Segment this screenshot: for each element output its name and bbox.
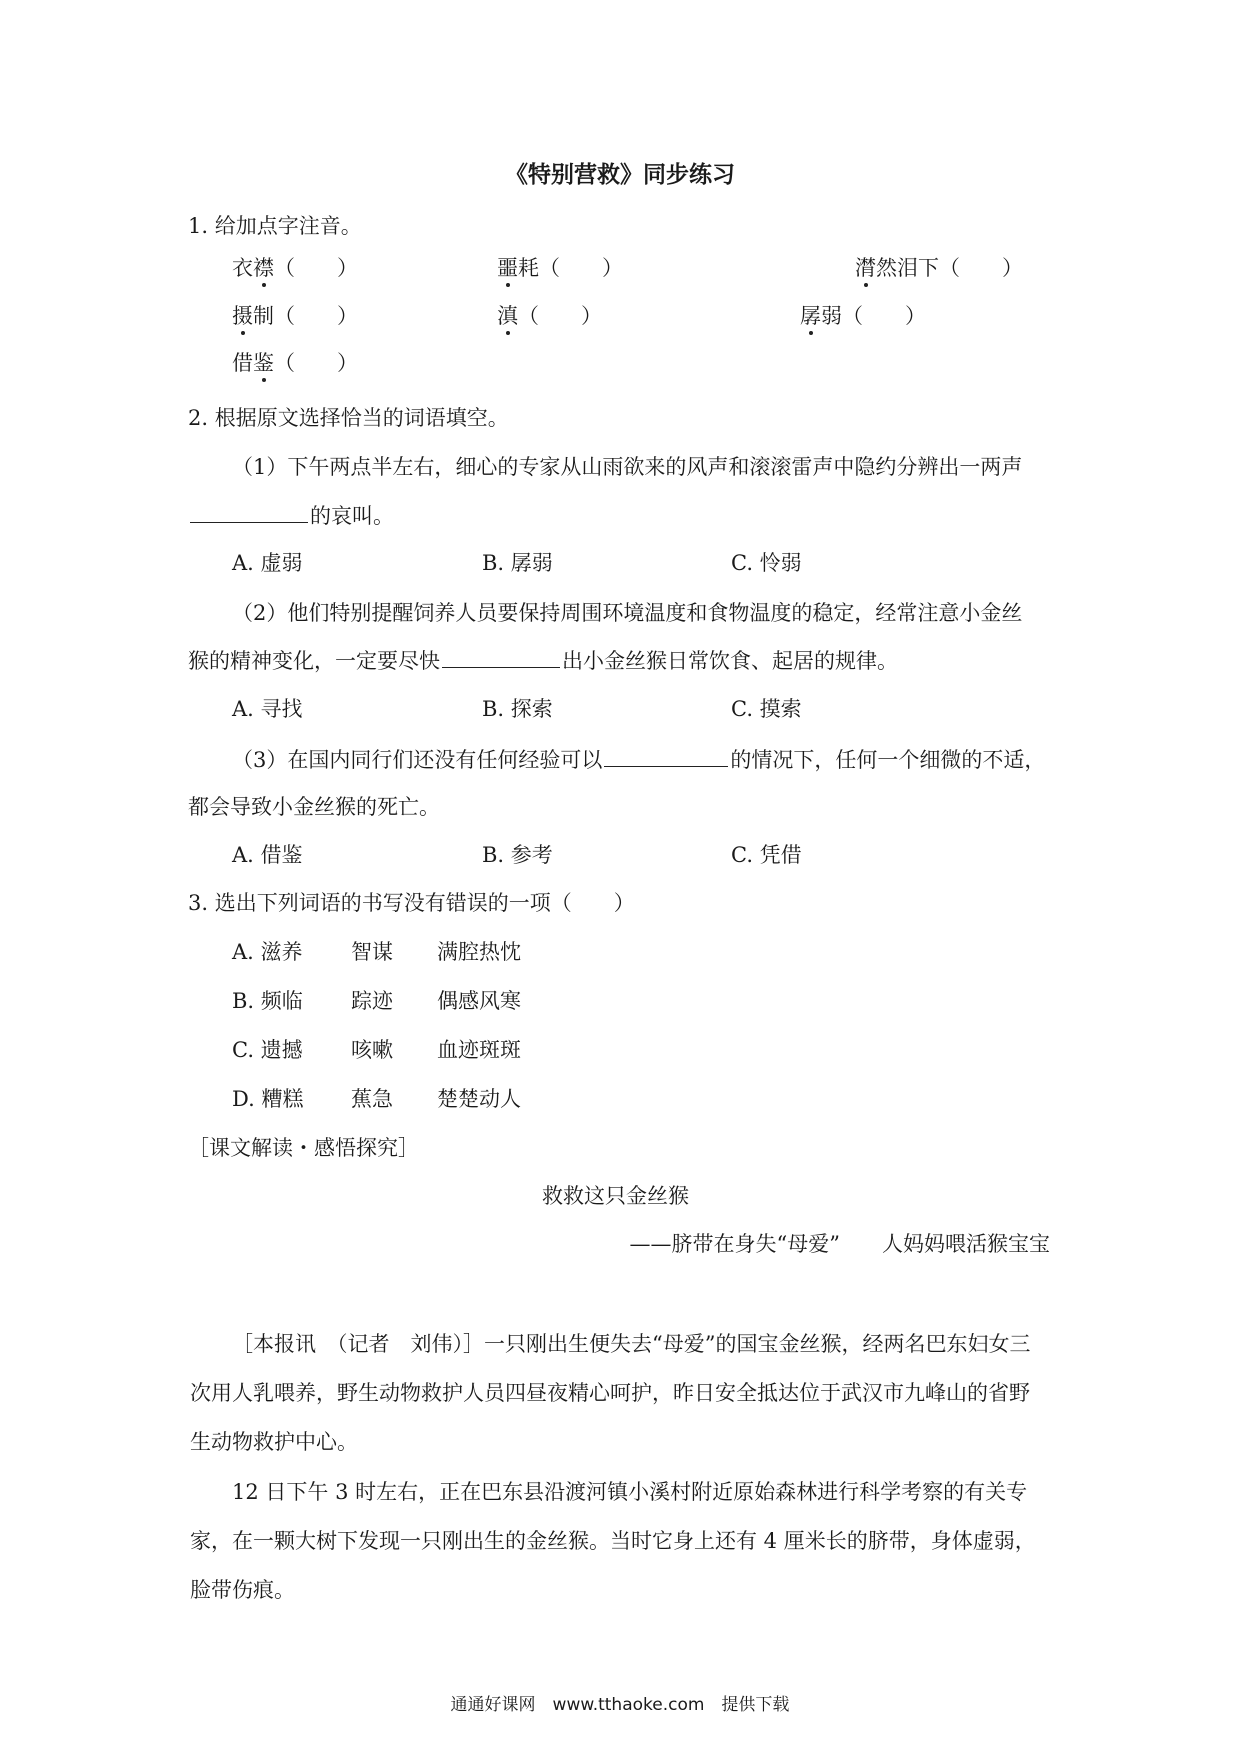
q2-s2-line2: 猴的精神变化，一定要尽快 出小金丝猴日常饮食、起居的规律。 [188, 645, 898, 676]
q2-s1-line1: （1）下午两点半左右，细心的专家从山雨欲来的风声和滚滚雷声中隐约分辨出一两声 [232, 455, 1023, 479]
q3-row-a-1: A. 滋养 [232, 940, 303, 964]
q1-item-3: 潸然泪下（ ） [855, 256, 1023, 280]
q3-row-a-3: 满腔热忱 [437, 940, 521, 964]
page-footer: 通通好课网 www.tthaoke.com 提供下载 [450, 1695, 790, 1715]
q2-s3-opt-c: C. 凭借 [731, 843, 802, 867]
q2-s3-line1: （3）在国内同行们还没有任何经验可以 的情况下，任何一个细微的不适， [232, 744, 1045, 775]
q2-s2-opt-b: B. 探索 [482, 697, 553, 721]
q2-s1-line2: 的哀叫。 [188, 500, 394, 531]
article-paragraph-2: 12 日下午 3 时左右，正在巴东县沿渡河镇小溪村附近原始森林进行科学考察的有关专家，在一颗大树下发现一只刚出生的金丝猴。当时它身上还有 4 厘米长的脐带，身体虚弱，脸带伤痕。 [190, 1480, 1036, 1602]
article-paragraph-1: ［本报讯 （记者 刘伟）］一只刚出生便失去“母爱”的国宝金丝猴，经两名巴东妇女三次用人乳喂养，野生动物救护人员四昼夜精心呵护，昨日安全抵达位于武汉市九峰山的省野生动物救护中心。 [190, 1332, 1031, 1454]
q2-stem: 2. 根据原文选择恰当的词语填空。 [188, 406, 509, 430]
q1-item-2: 噩耗（ ） [497, 256, 623, 280]
q1-stem: 1. 给加点字注音。 [188, 214, 362, 238]
article-title: 救救这只金丝猴 [542, 1184, 689, 1208]
q2-s2-blank[interactable] [442, 645, 560, 668]
q1-item-5: 滇（ ） [497, 304, 602, 328]
q2-s2-line1: （2）他们特别提醒饲养人员要保持周围环境温度和食物温度的稳定，经常注意小金丝 [232, 601, 1023, 625]
section-label: ［课文解读・感悟探究］ [188, 1136, 419, 1160]
q2-s2-opt-a: A. 寻找 [232, 697, 303, 721]
q3-stem: 3. 选出下列词语的书写没有错误的一项（ ） [188, 891, 635, 915]
q1-item-4: 摄制（ ） [232, 304, 358, 328]
q2-s3-opt-a: A. 借鉴 [232, 843, 303, 867]
q2-s1-opt-c: C. 怜弱 [731, 551, 802, 575]
q3-row-a-2: 智谋 [351, 940, 393, 964]
q2-s1-opt-b: B. 孱弱 [482, 551, 553, 575]
q3-row-d-2: 蕉急 [351, 1087, 393, 1111]
q3-row-d-1: D. 糟糕 [232, 1087, 304, 1111]
q2-s1-opt-a: A. 虚弱 [232, 551, 303, 575]
q2-s1-blank[interactable] [190, 500, 308, 523]
q2-s3-blank[interactable] [604, 744, 728, 767]
q3-row-b-3: 偶感风寒 [437, 989, 521, 1013]
q3-row-b-2: 踪迹 [351, 989, 393, 1013]
q3-row-c-3: 血迹斑斑 [437, 1038, 521, 1062]
q2-s2-opt-c: C. 摸索 [731, 697, 802, 721]
q3-row-c-2: 咳嗽 [351, 1038, 393, 1062]
page-title: 《特别营救》同步练习 [505, 162, 735, 188]
q1-item-1: 衣襟（ ） [232, 256, 358, 280]
q3-row-c-1: C. 遗撼 [232, 1038, 303, 1062]
q3-row-b-1: B. 频临 [232, 989, 303, 1013]
q1-item-7: 借鉴（ ） [232, 351, 358, 375]
q1-item-6: 孱弱（ ） [800, 304, 926, 328]
q2-s3-line2: 都会导致小金丝猴的死亡。 [188, 795, 440, 819]
article-subtitle: ——脐带在身失“母爱” 人妈妈喂活猴宝宝 [629, 1232, 1050, 1256]
q3-row-d-3: 楚楚动人 [437, 1087, 521, 1111]
q2-s3-opt-b: B. 参考 [482, 843, 553, 867]
